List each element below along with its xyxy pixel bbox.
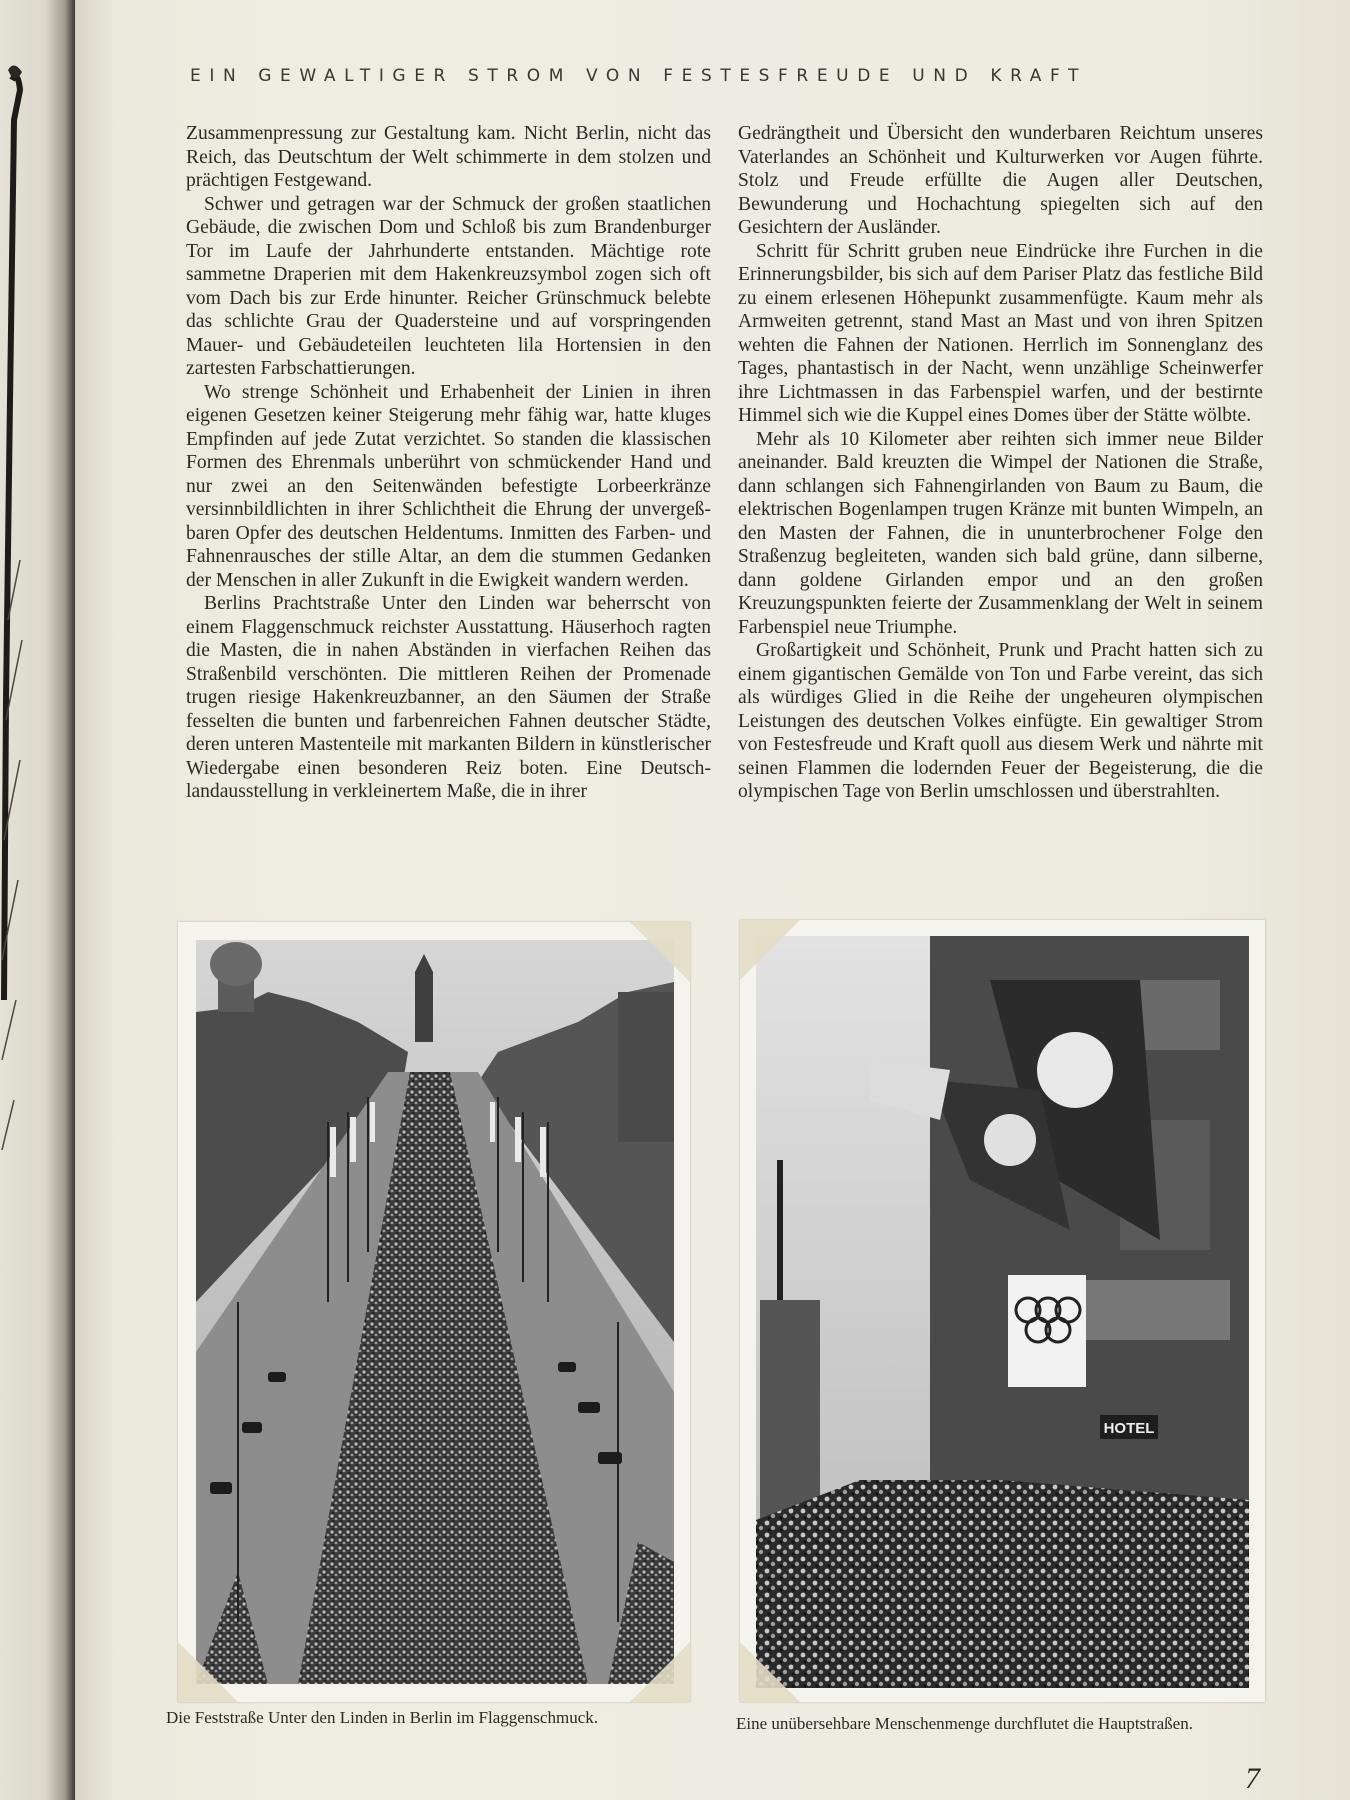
paragraph: Gedrängtheit und Übersicht den wunderbaren Reichtum unseres Vaterlandes an Schönheit und Kulturwerken vor Augen führte. Stolz und Freude erfüllte die Augen aller Deutschen, Bewunderung und Hochachtung spiegelten sich auf den Gesichtern der Ausländer.: [738, 123, 1263, 238]
left-photo-caption: Die Feststraße Unter den Linden in Berlin im Flaggenschmuck.: [166, 1708, 598, 1727]
paragraph: Berlins Prachtstraße Unter den Linden war beherrscht von einem Flaggenschmuck reichster Ausstattung. Häuserhoch ragten die Masten, die in nahen Abständen in vierfachen Reihen das Straßenbild verschönten. Die mittleren Reihen der Promenade trugen riesige Hakenkreuzbanner, an den Säumen der Straße fesselten die bunten und farbenreichen Fahnen deutscher Städte, deren unteren Mastenteile mit markanten Bildern in künstlerischer Wiedergabe einen besonderen Reiz boten. Eine Deutschlandausstellung in verkleinertem Maße, die in ihrer: [186, 593, 711, 802]
hotel-sign: HOTEL: [1103, 1420, 1155, 1437]
left-text-column: [186, 122, 711, 804]
running-header: EIN GEWALTIGER STROM VON FESTESFREUDE UND KRAFT: [190, 66, 1088, 86]
paragraph: Mehr als 10 Kilometer aber reihten sich immer neue Bilder aneinander. Bald kreuzten die Wimpel der Nationen die Straße, dann schlangen sich Fahnengirlanden von Baum zu Baum, die elektrischen Bogenlampen trugen Kränze mit bunten Wimpeln, an den Masten der Fahnen, die in ununterbrochener Folge den Straßenzug begleiteten, wanden sich bald grüne, dann silberne, dann goldene Girlanden empor und an den großen Kreuzungspunkten feierte der Zusammenklang der Welt in seinem Farbenspiel neue Triumphe.: [738, 428, 1263, 638]
photo-unter-den-linden: [178, 922, 690, 1702]
facing-page-illustration: [0, 0, 75, 1800]
street-photo-illustration: [178, 922, 690, 1702]
paragraph: Wo strenge Schönheit und Erhabenheit der Linien in ihren eigenen Gesetzen keiner Steigerung mehr fähig war, hatte kluges Empfinden auf jede Zutat verzichtet. So standen die klassischen Formen des Ehrenmals unberührt von schmückender Hand und nur zwei an den Seitenwänden befestigte Lorbeerkränze versinnbildlichten in ihrer Schlichtheit die Ehrung der unvergeßbaren Opfer des deutschen Heldentums. Inmitten des Farben- und Fahnenrausches der stille Altar, an dem die stummen Gedanken der Menschen in aller Zukunft in die Ewigkeit wandern werden.: [186, 381, 711, 591]
right-photo-caption: Eine unübersehbare Menschenmenge durchflutet die Hauptstraßen.: [736, 1714, 1193, 1733]
book-gutter: [0, 0, 75, 1800]
photo-crowd-main-street: [740, 920, 1265, 1702]
paragraph: Großartigkeit und Schönheit, Prunk und Pracht hatten sich zu einem gigantischen Gemälde von Ton und Farbe vereint, das sich als würdiges Glied in die Reihe der ungeheuren olympischen Leistungen des deutschen Volkes einfügte. Ein gewaltiger Strom von Festesfreude und Kraft quoll aus diesem Werk und nährte mit seinen Flammen die lodernden Feuer der Begeisterung, die die olympischen Tage von Berlin umschlossen und überstrahlten.: [738, 640, 1263, 802]
paragraph: Schritt für Schritt gruben neue Eindrücke ihre Furchen in die Erinnerungsbilder, bis sich auf dem Pariser Platz das festliche Bild zu einem erlesenen Höhepunkt zusammenfügte. Kaum mehr als Armweiten getrennt, stand Mast an Mast und von ihren Spitzen wehten die Fahnen der Nationen. Herrlich im Sonnenglanz des Tages, phantastisch in der Nacht, wenn unzählige Scheinwerfer ihre Lichtmassen in das Farbenspiel warfen, und der bestirnte Himmel sich wie die Kuppel eines Domes über der Stätte wölbte.: [738, 240, 1263, 426]
page-number: 7: [1245, 1762, 1260, 1795]
paragraph: Schwer und getragen war der Schmuck der großen staatlichen Gebäude, die zwischen Dom und Schloß bis zum Brandenburger Tor im Laufe der Jahrhunderte entstanden. Mächtige rote sammetne Draperien mit dem Hakenkreuzsymbol zogen sich oft vom Dach bis zur Erde hinunter. Reicher Grünschmuck belebte das schlichte Grau der Quadersteine und auf vorspringenden Mauer- und Gebäudeteilen leuchteten lila Hortensien in den zartesten Farbschattierungen.: [186, 193, 711, 379]
paragraph: Zusammenpressung zur Gestaltung kam. Nicht Berlin, nicht das Reich, das Deutschtum der Welt schimmerte in dem stolzen und prächtigen Festgewand.: [186, 123, 711, 191]
right-text-column: [738, 122, 1263, 804]
crowd-photo-illustration: [740, 920, 1265, 1702]
